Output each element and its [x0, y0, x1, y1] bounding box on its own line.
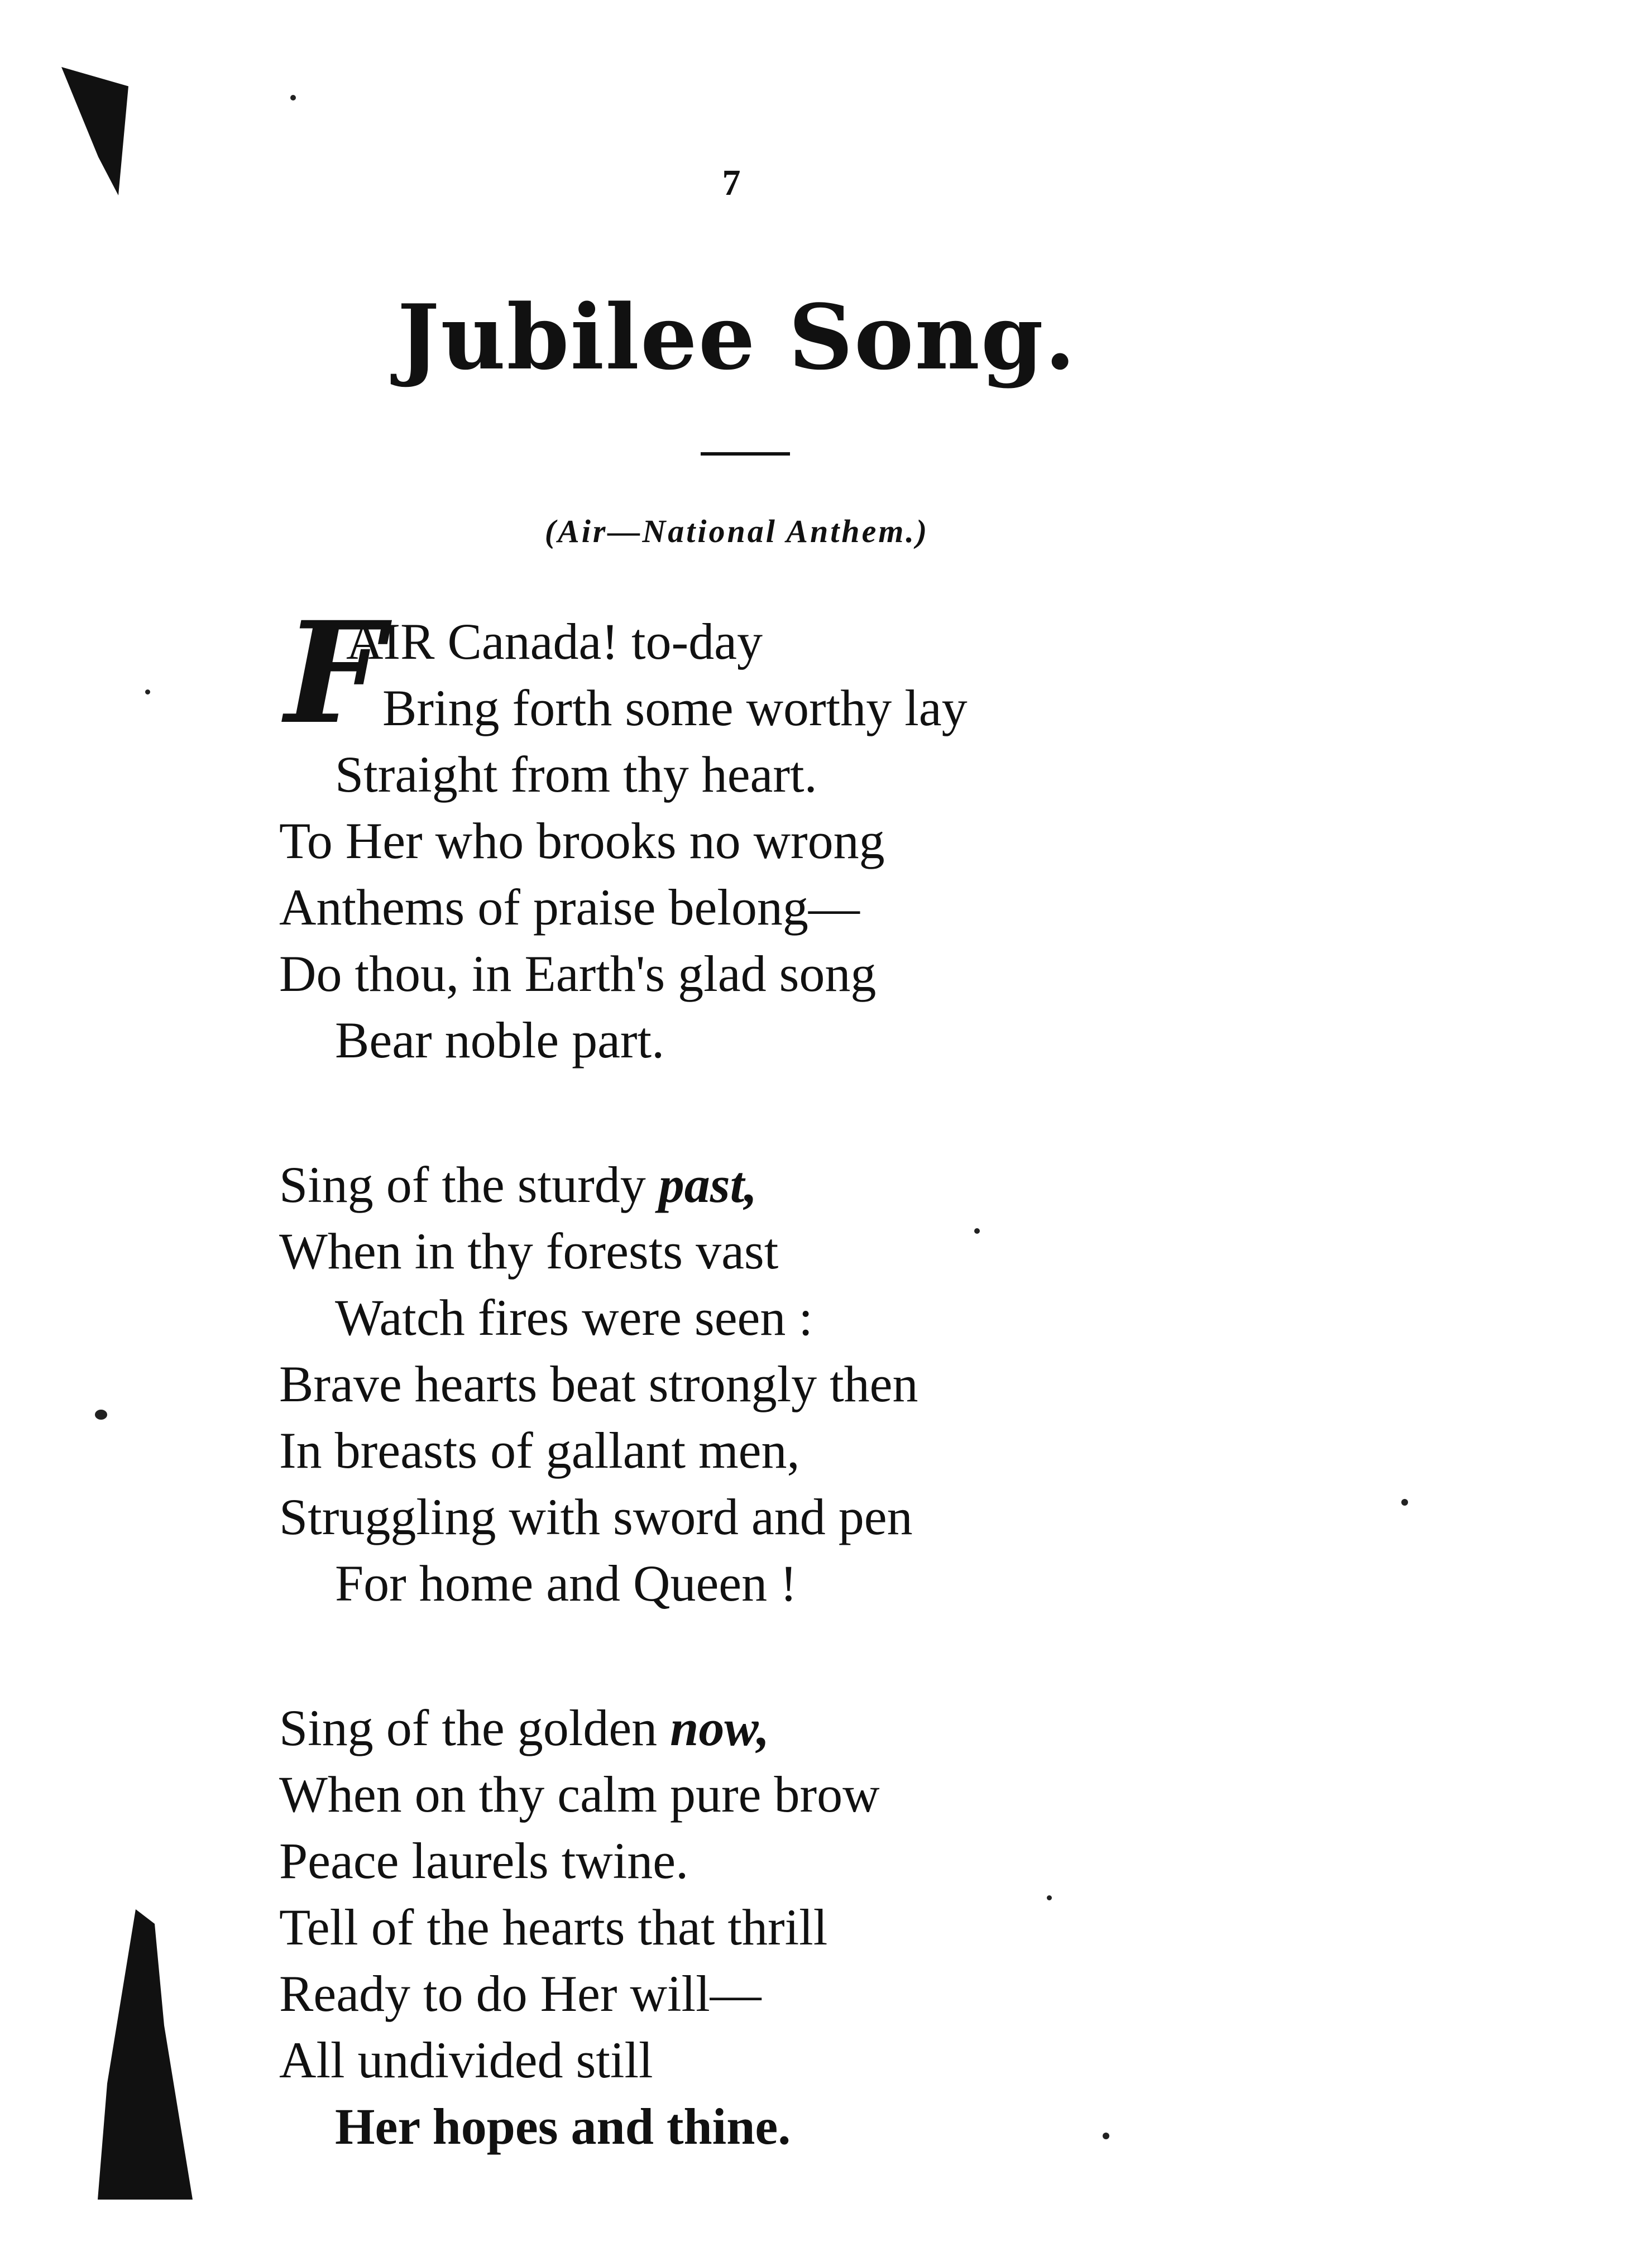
poem-line: Straight from thy heart.	[335, 746, 817, 803]
poem-line: Her hopes and thine.	[335, 2098, 791, 2155]
scan-speck	[95, 1410, 107, 1420]
stanza-2	[279, 1152, 1172, 1617]
emphasized-word: past,	[658, 1156, 758, 1213]
title-divider	[701, 452, 790, 456]
page-number: 7	[722, 162, 741, 203]
scan-speck	[1401, 1499, 1408, 1506]
poem-line	[279, 1152, 1172, 1218]
poem-line: Brave hearts beat strongly then	[279, 1355, 918, 1412]
poem-title: Jubilee Song.	[397, 285, 1077, 390]
poem-body	[279, 591, 1172, 2238]
poem-line: When in thy forests vast	[279, 1223, 779, 1280]
scan-edge-mark-bottom	[98, 1909, 193, 2200]
stanza-1	[279, 591, 1172, 1074]
poem-line: In breasts of gallant men,	[279, 1422, 800, 1479]
poem-line: When on thy calm pure brow	[279, 1766, 880, 1823]
poem-line: Do thou, in Earth's glad song	[279, 945, 877, 1002]
poem-line: Anthems of praise belong—	[279, 879, 860, 936]
emphasized-word: now,	[670, 1699, 770, 1756]
poem-line-text: Sing of the golden	[279, 1699, 671, 1756]
poem-line: Watch fires were seen :	[335, 1289, 813, 1346]
poem-line: Struggling with sword and pen	[279, 1488, 913, 1545]
scan-speck	[290, 95, 296, 100]
stanza-3	[279, 1695, 1172, 2160]
poem-line: Tell of the hearts that thrill	[279, 1899, 828, 1956]
poem-line	[279, 1695, 1172, 1761]
drop-cap: F	[285, 591, 384, 755]
poem-line: To Her who brooks no wrong	[279, 812, 885, 869]
poem-line-text: AIR Canada! to-day	[346, 613, 763, 670]
poem-line: Bear noble part.	[335, 1012, 665, 1069]
scan-speck	[145, 689, 150, 694]
poem-line: Ready to do Her will—	[279, 1965, 762, 2022]
poem-line: Peace laurels twine.	[279, 1832, 689, 1889]
poem-line-text: Sing of the sturdy	[279, 1156, 659, 1213]
poem-subtitle: (Air—National Anthem.)	[544, 513, 930, 549]
poem-line: Bring forth some worthy lay	[382, 679, 968, 736]
poem-line: All undivided still	[279, 2032, 653, 2088]
poem-line: For home and Queen !	[335, 1555, 797, 1612]
